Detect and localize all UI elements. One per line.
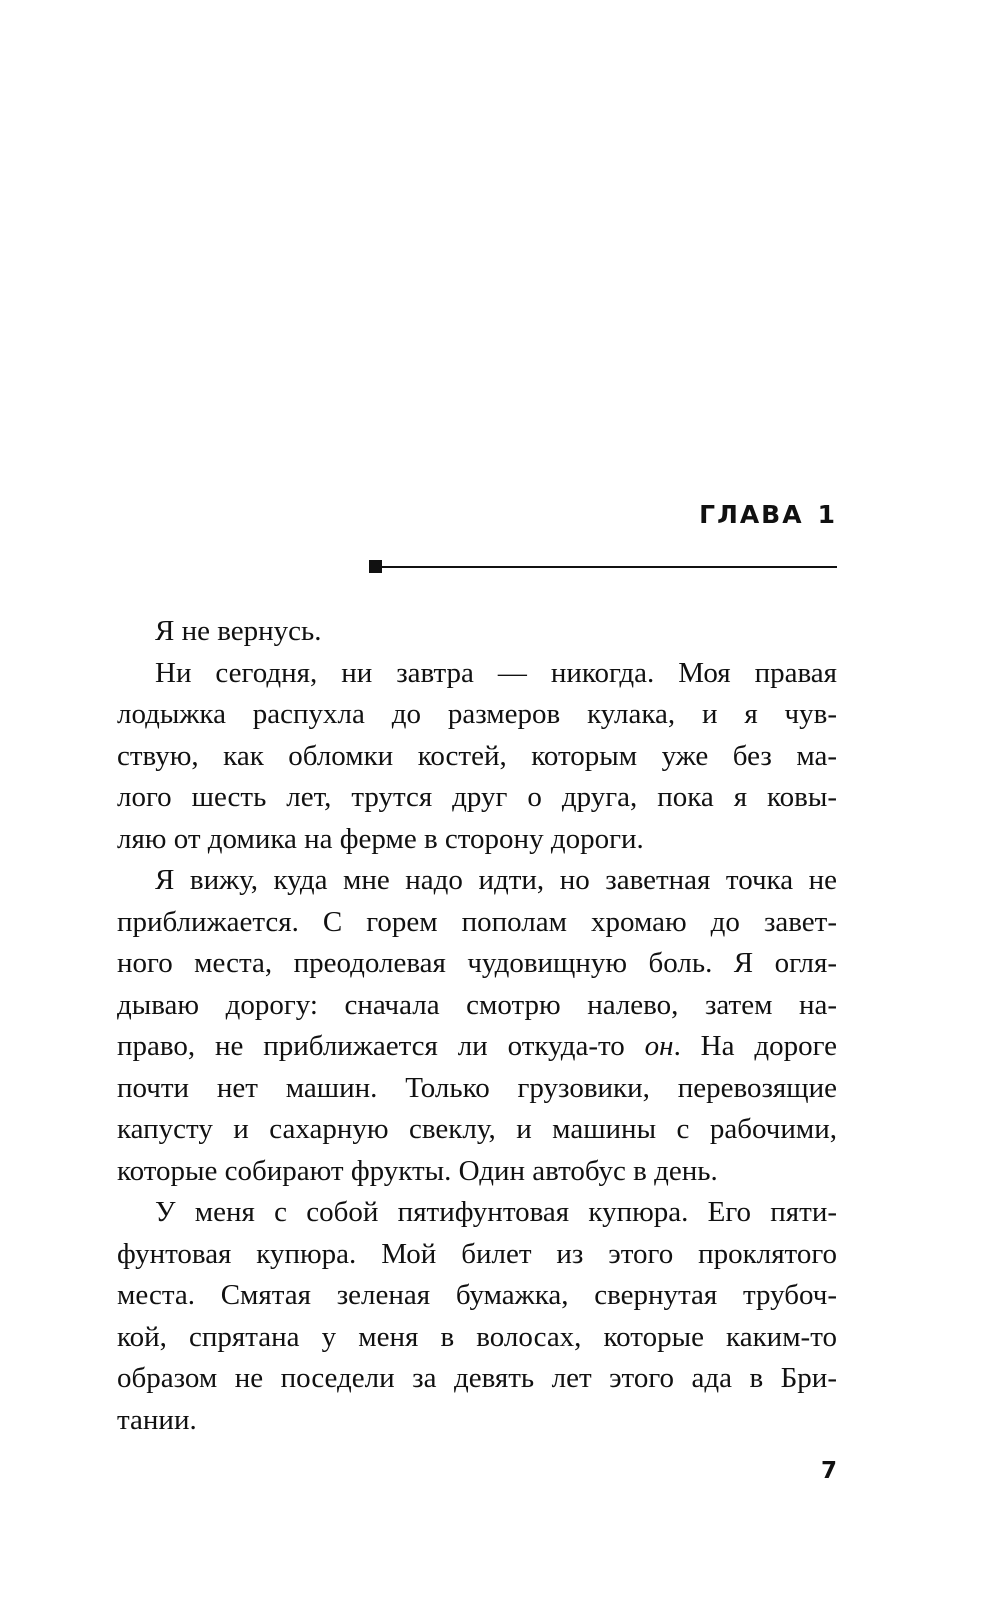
- text-line: ного места, преодолевая чудовищную боль. Я огля-: [117, 947, 837, 979]
- text-line: Я вижу, куда мне надо идти, но заветная точка не: [155, 864, 837, 896]
- text-line: фунтовая купюра. Мой билет из этого проклятого: [117, 1237, 837, 1270]
- text-line: капусту и сахарную свеклу, и машины с рабочими,: [117, 1113, 837, 1145]
- rule-square-marker: [369, 560, 382, 573]
- chapter-heading: [699, 500, 837, 529]
- text-line: приближается. С горем пополам хромаю до завет-: [117, 905, 837, 938]
- italic-word: он: [644, 1030, 674, 1062]
- text-line: которые собирают фрукты. Один автобус в день.: [117, 1154, 718, 1187]
- chapter-label: ГЛАВА: [699, 500, 804, 529]
- paragraph: [117, 860, 837, 1192]
- chapter-body: [117, 611, 837, 1441]
- paragraph: [117, 653, 837, 861]
- chapter-number: 1: [817, 500, 837, 529]
- text-line: лого шесть лет, трутся друг о друга, пока я ковы-: [117, 781, 837, 813]
- text-segment: право, не приближается ли откуда-то: [117, 1030, 645, 1062]
- text-line: У меня с собой пятифунтовая купюра. Его пяти-: [155, 1196, 837, 1228]
- text-line: тании.: [117, 1403, 197, 1436]
- text-line: кой, спрятана у меня в волосах, которые каким-то: [117, 1320, 837, 1353]
- paragraph: [117, 1192, 837, 1441]
- rule-line: [382, 566, 837, 568]
- chapter-rule: [369, 560, 837, 573]
- text-line: почти нет машин. Только грузовики, перевозящие: [117, 1071, 837, 1104]
- text-line: лодыжка распухла до размеров кулака, и я чув-: [117, 698, 837, 730]
- text-line: ляю от домика на ферме в сторону дороги.: [117, 822, 644, 855]
- text-line: ствую, как обломки костей, которым уже без ма-: [117, 739, 837, 772]
- text-line: Я не вернусь.: [155, 615, 322, 647]
- text-line: дываю дорогу: сначала смотрю налево, затем на-: [117, 988, 837, 1021]
- text-line-mixed: [117, 1026, 837, 1068]
- paragraph: [117, 611, 837, 653]
- text-line: места. Смятая зеленая бумажка, свернутая трубоч-: [117, 1279, 837, 1311]
- text-line: образом не поседели за девять лет этого ада в Бри-: [117, 1362, 837, 1394]
- page-number: 7: [820, 1458, 837, 1484]
- text-segment: . На дороге: [673, 1030, 838, 1062]
- text-line: Ни сегодня, ни завтра — никогда. Моя правая: [155, 656, 837, 689]
